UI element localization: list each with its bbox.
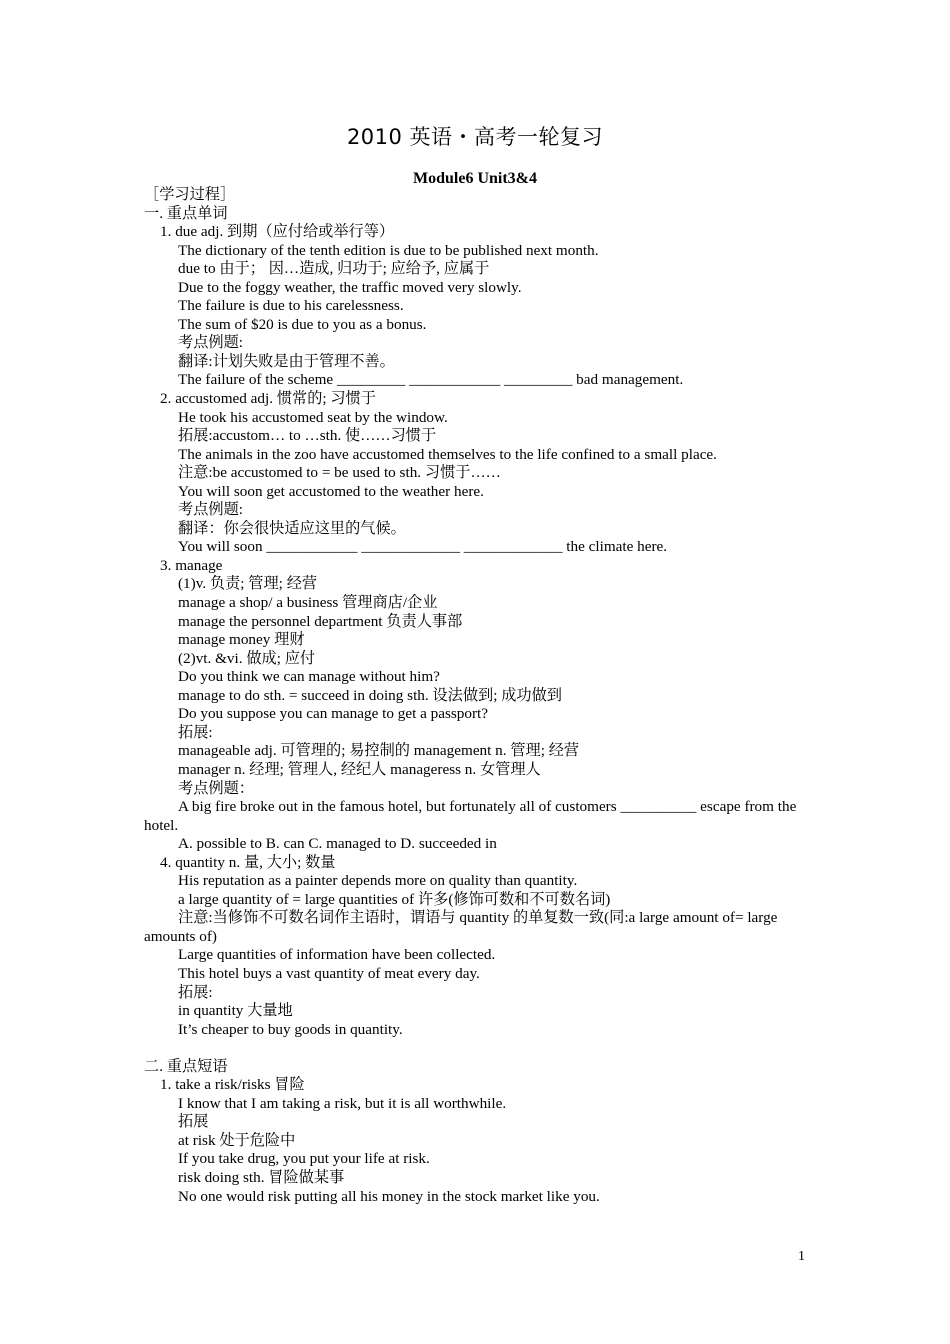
text-line: 考点例题: [178, 334, 243, 352]
text-line: risk doing sth. 冒险做某事 [178, 1168, 345, 1186]
text-line: This hotel buys a vast quantity of meat every day. [178, 964, 480, 982]
text-line: 3. manage [160, 556, 223, 574]
text-line: You will soon ____________ _____________ _____________ the climate here. [178, 538, 668, 556]
text-line: manage to do sth. = succeed in doing sth. 设法做到; 成功做到 [178, 686, 562, 704]
text-line: The failure of the scheme _________ ____________ _________ bad management. [178, 371, 684, 389]
text-line: 1. due adj. 到期（应付给或举行等） [160, 223, 395, 241]
text-line: A. possible to B. can C. managed to D. succeeded in [178, 835, 497, 853]
text-line: 考点例题: [178, 501, 243, 519]
text-line: ［学习过程］ [144, 186, 236, 203]
text-line: manageable adj. 可管理的; 易控制的 management n. 管理; 经营 [178, 742, 580, 760]
text-line: A big fire broke out in the famous hotel, but fortunately all of customers __________ escape from the hotel. [144, 798, 797, 834]
text-line: 注意:当修饰不可数名词作主语时，谓语与 quantity 的单复数一致(同:a large amount of= large amounts of) [144, 909, 778, 945]
text-line: Due to the foggy weather, the traffic moved very slowly. [178, 278, 522, 296]
text-line: No one would risk putting all his money in the stock market like you. [178, 1187, 600, 1205]
text-line: Large quantities of information have been collected. [178, 946, 496, 964]
text-line: 拓展: [178, 723, 213, 741]
text-line: at risk 处于危险中 [178, 1131, 296, 1149]
text-line: It’s cheaper to buy goods in quantity. [178, 1020, 403, 1038]
text-line: manage money 理财 [178, 631, 305, 649]
text-line: 1. take a risk/risks 冒险 [160, 1076, 305, 1094]
module-subtitle: Module6 Unit3&4 [413, 170, 537, 187]
text-line: (1)v. 负责; 管理; 经营 [178, 575, 318, 593]
text-line: in quantity 大量地 [178, 1002, 293, 1020]
text-line: His reputation as a painter depends more on quality than quantity. [178, 872, 578, 890]
text-line: manage a shop/ a business 管理商店/企业 [178, 594, 438, 612]
text-line: 2. accustomed adj. 惯常的; 习惯于 [160, 390, 376, 408]
text-line: You will soon get accustomed to the weather here. [178, 482, 484, 500]
text-line: 翻译:计划失败是由于管理不善。 [178, 352, 395, 370]
text-line: I know that I am taking a risk, but it is all worthwhile. [178, 1094, 507, 1112]
text-line: The dictionary of the tenth edition is due to be published next month. [178, 241, 599, 259]
text-line: If you take drug, you put your life at risk. [178, 1150, 430, 1168]
page-number: 1 [798, 1249, 805, 1264]
text-line: (2)vt. &vi. 做成; 应付 [178, 649, 316, 667]
text-line: manager n. 经理; 管理人, 经纪人 manageress n. 女管理人 [178, 760, 541, 778]
text-line: Do you suppose you can manage to get a passport? [178, 705, 489, 723]
page-title: 2010 英语・高考一轮复习 [346, 125, 604, 149]
text-line: 二. 重点短语 [144, 1057, 228, 1075]
text-line: a large quantity of = large quantities of 许多(修饰可数和不可数名词) [178, 890, 611, 908]
text-line: 注意:be accustomed to = be used to sth. 习惯于…… [178, 464, 501, 482]
text-line: due to 由于； 因…造成, 归功于; 应给予, 应属于 [178, 260, 490, 278]
text-line: manage the personnel department 负责人事部 [178, 612, 463, 630]
text-line: 拓展: [178, 983, 213, 1001]
text-line: The failure is due to his carelessness. [178, 297, 404, 315]
text-line: 4. quantity n. 量, 大小; 数量 [160, 853, 336, 871]
blank-line [144, 1039, 808, 1058]
text-line: 拓展 [178, 1113, 209, 1131]
text-line: The sum of $20 is due to you as a bonus. [178, 315, 427, 333]
text-line: The animals in the zoo have accustomed themselves to the life confined to a small place. [178, 445, 717, 463]
text-line: He took his accustomed seat by the window. [178, 408, 448, 426]
text-line: 一. 重点单词 [144, 204, 228, 222]
text-line: Do you think we can manage without him? [178, 668, 440, 686]
text-line: 考点例题： [178, 779, 254, 797]
text-line: 拓展:accustom… to …sth. 使……习惯于 [178, 427, 437, 445]
document-body [144, 186, 808, 1206]
text-line: 翻译：你会很快适应这里的气候。 [178, 519, 406, 537]
